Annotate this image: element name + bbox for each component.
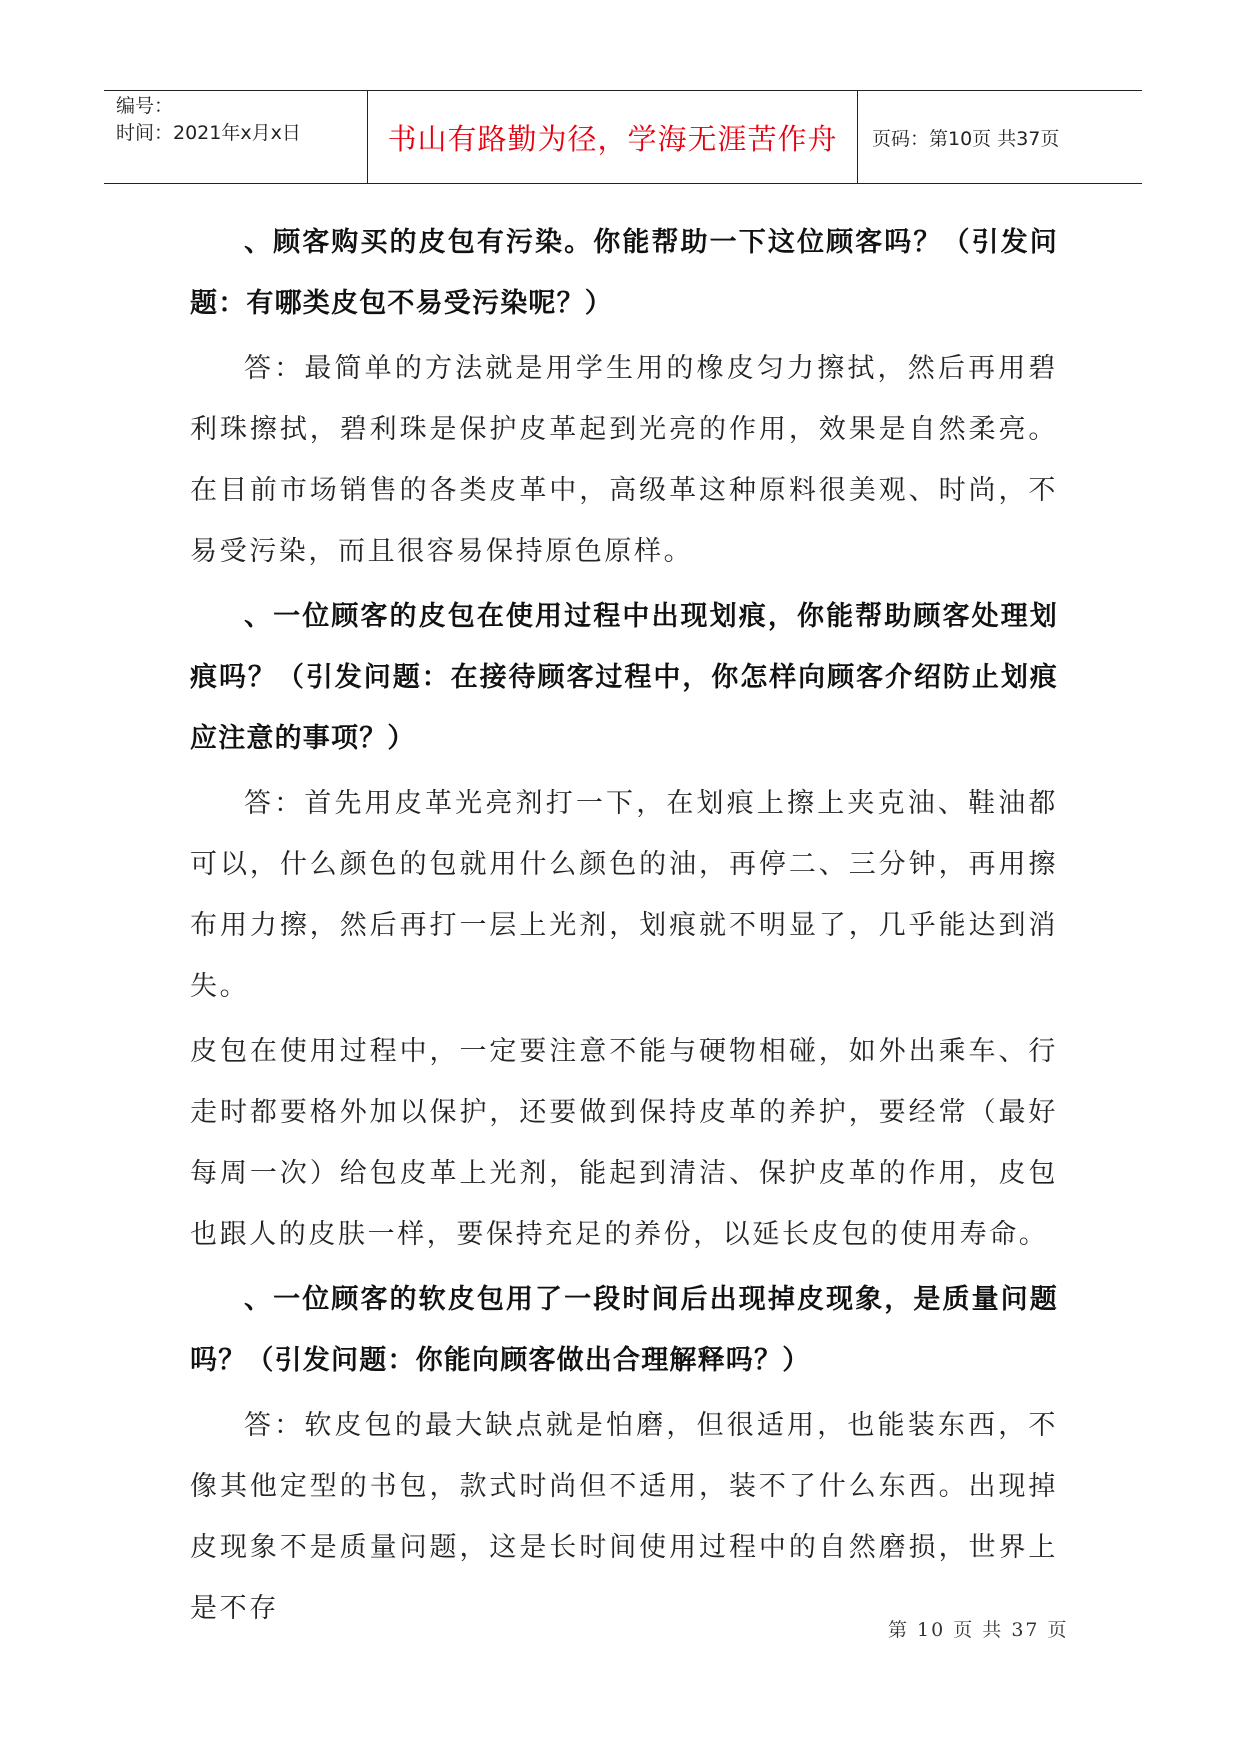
document-number-label: 编号： [116,95,174,117]
header-motto: 书山有路勤为径，学海无涯苦作舟 [368,91,858,183]
answer-2: 答：首先用皮革光亮剂打一下，在划痕上擦上夹克油、鞋油都可以，什么颜色的包就用什么颜色的油，再停二、三分钟，再用擦布用力擦，然后再打一层上光剂，划痕就不明显了，几乎能达到消失。 [190,788,1058,1002]
header-meta [104,91,368,183]
document-body [190,212,1058,1643]
answer-2-continued: 皮包在使用过程中，一定要注意不能与硬物相碰，如外出乘车、行走时都要格外加以保护，还要做到保持皮革的养护，要经常（最好每周一次）给包皮革上光剂，能起到清洁、保护皮革的作用，皮包也跟人的皮肤一样，要保持充足的养份，以延长皮包的使用寿命。 [190,1036,1058,1250]
answer-3: 答：软皮包的最大缺点就是怕磨，但很适用，也能装东西，不像其他定型的书包，款式时尚但不适用，装不了什么东西。出现掉皮现象不是质量问题，这是长时间使用过程中的自然磨损，世界上是不存 [190,1410,1058,1624]
document-time-label: 时间：2021年x月x日 [116,122,301,144]
question-3: 、一位顾客的软皮包用了一段时间后出现掉皮现象，是质量问题吗？（引发问题：你能向顾客做出合理解释吗？） [190,1284,1058,1376]
question-1: 、顾客购买的皮包有污染。你能帮助一下这位顾客吗？（引发问题：有哪类皮包不易受污染呢？） [190,227,1058,319]
answer-1: 答：最简单的方法就是用学生用的橡皮匀力擦拭，然后再用碧利珠擦拭，碧利珠是保护皮革起到光亮的作用，效果是自然柔亮。在目前市场销售的各类皮革中，高级革这种原料很美观、时尚，不易受污染，而且很容易保持原色原样。 [190,353,1058,567]
page-header [104,90,1142,184]
question-2: 、一位顾客的皮包在使用过程中出现划痕，你能帮助顾客处理划痕吗？（引发问题：在接待顾客过程中，你怎样向顾客介绍防止划痕应注意的事项？） [190,601,1058,754]
page-footer: 第 10 页 共 37 页 [888,1619,1069,1641]
header-page-info: 页码：第10页 共37页 [872,127,1060,150]
